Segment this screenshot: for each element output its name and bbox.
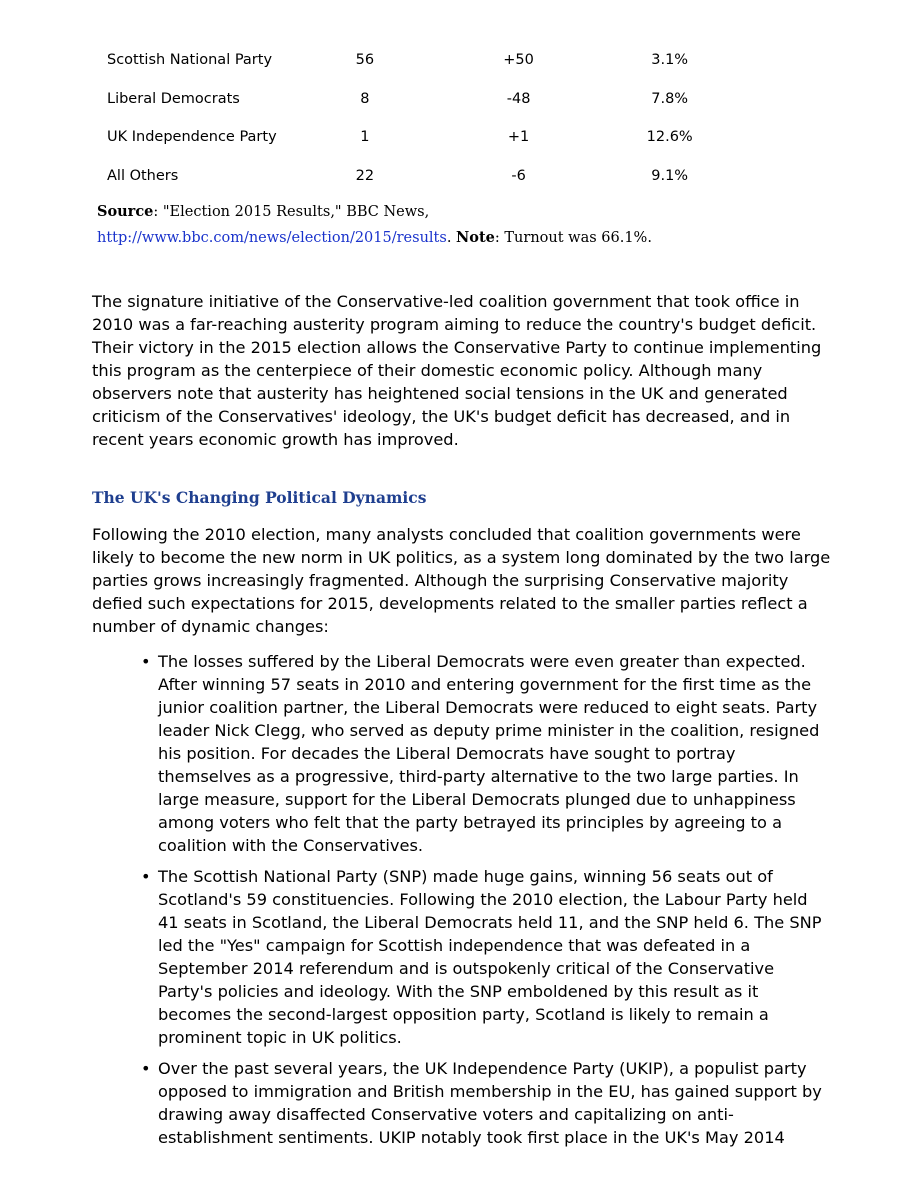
party-name: Liberal Democrats [107, 90, 240, 107]
seats-value: 56 [355, 52, 375, 69]
vote-share-value: 7.8% [651, 90, 689, 107]
list-item-text: Over the past several years, the UK Independence Party (UKIP), a populist party opposed to immigration and British membership in the EU, has gained support by drawing away disaffected Conservative voters and capitalizing on anti-establishment sentiments. UKIP notably took first place in the UK's May 2014 [158, 1059, 822, 1147]
vote-share-value: 3.1% [651, 52, 689, 69]
table-row [107, 41, 727, 80]
source-label: Source [97, 203, 154, 220]
table-row [107, 157, 727, 196]
seat-change-value: +1 [507, 129, 530, 146]
list-item-text: The losses suffered by the Liberal Democrats were even greater than expected. After winning 57 seats in 2010 and entering government for the first time as the junior coalition partner, the Liberal Democrats were reduced to eight seats. Party leader Nick Clegg, who served as deputy prime minister in the coalition, resigned his position. For decades the Liberal Democrats have sought to portray themselves as a progressive, third-party alternative to the two large parties. In large measure, support for the Liberal Democrats plunged due to unhappiness among voters who felt that the party betrayed its principles by agreeing to a coalition with the Conservatives. [158, 652, 820, 855]
seats-value: 1 [360, 129, 370, 146]
source-link[interactable]: http://www.bbc.com/news/election/2015/results [97, 230, 447, 246]
party-name: UK Independence Party [107, 129, 277, 146]
source-period: . [446, 230, 452, 246]
bullet-glyph: • [141, 1059, 151, 1078]
vote-share-value: 12.6% [646, 129, 693, 146]
table-source-note [97, 199, 857, 251]
section-heading: The UK's Changing Political Dynamics [92, 488, 427, 507]
party-name: Scottish National Party [107, 52, 273, 69]
bullet-list [141, 650, 833, 1157]
seat-change-value: -6 [511, 167, 526, 184]
note-label: Note [456, 229, 495, 246]
table-row [107, 80, 727, 119]
list-item [141, 1057, 833, 1149]
bullet-glyph: • [141, 867, 151, 886]
table-row [107, 118, 727, 157]
source-text: : "Election 2015 Results," BBC News, [153, 204, 430, 220]
list-item-text: The Scottish National Party (SNP) made huge gains, winning 56 seats out of Scotland's 59 constituencies. Following the 2010 election, the Labour Party held 41 seats in Scotland, the Liberal Democrats held 11, and the SNP held 6. The SNP led the "Yes" campaign for Scottish independence that was defeated in a September 2014 referendum and is outspokenly critical of the Conservative Party's policies and ideology. With the SNP emboldened by this result as it becomes the second-largest opposition party, Scotland is likely to remain a prominent topic in UK politics. [158, 867, 822, 1047]
bullet-glyph: • [141, 652, 151, 671]
body-paragraph: Following the 2010 election, many analysts concluded that coalition governments were likely to become the new norm in UK politics, as a system long dominated by the two large parties grows increasingly fragmented. Although the surprising Conservative majority defied such expectations for 2015, developments related to the smaller parties reflect a number of dynamic changes: [92, 525, 831, 636]
note-text: : Turnout was 66.1%. [494, 230, 652, 246]
list-item [141, 650, 833, 857]
seat-change-value: +50 [503, 52, 534, 69]
list-item [141, 865, 833, 1049]
seats-value: 22 [355, 167, 375, 184]
seats-value: 8 [360, 90, 370, 107]
party-name: All Others [107, 167, 179, 184]
body-paragraph: The signature initiative of the Conservative-led coalition government that took office in 2010 was a far-reaching austerity program aiming to reduce the country's budget deficit. Their victory in the 2015 election allows the Conservative Party to continue implementing this program as the centerpiece of their domestic economic policy. Although many observers note that austerity has heightened social tensions in the UK and generated criticism of the Conservatives' ideology, the UK's budget deficit has decreased, and in recent years economic growth has improved. [92, 292, 822, 449]
election-results-table [107, 41, 727, 195]
vote-share-value: 9.1% [651, 167, 689, 184]
seat-change-value: -48 [506, 90, 531, 107]
